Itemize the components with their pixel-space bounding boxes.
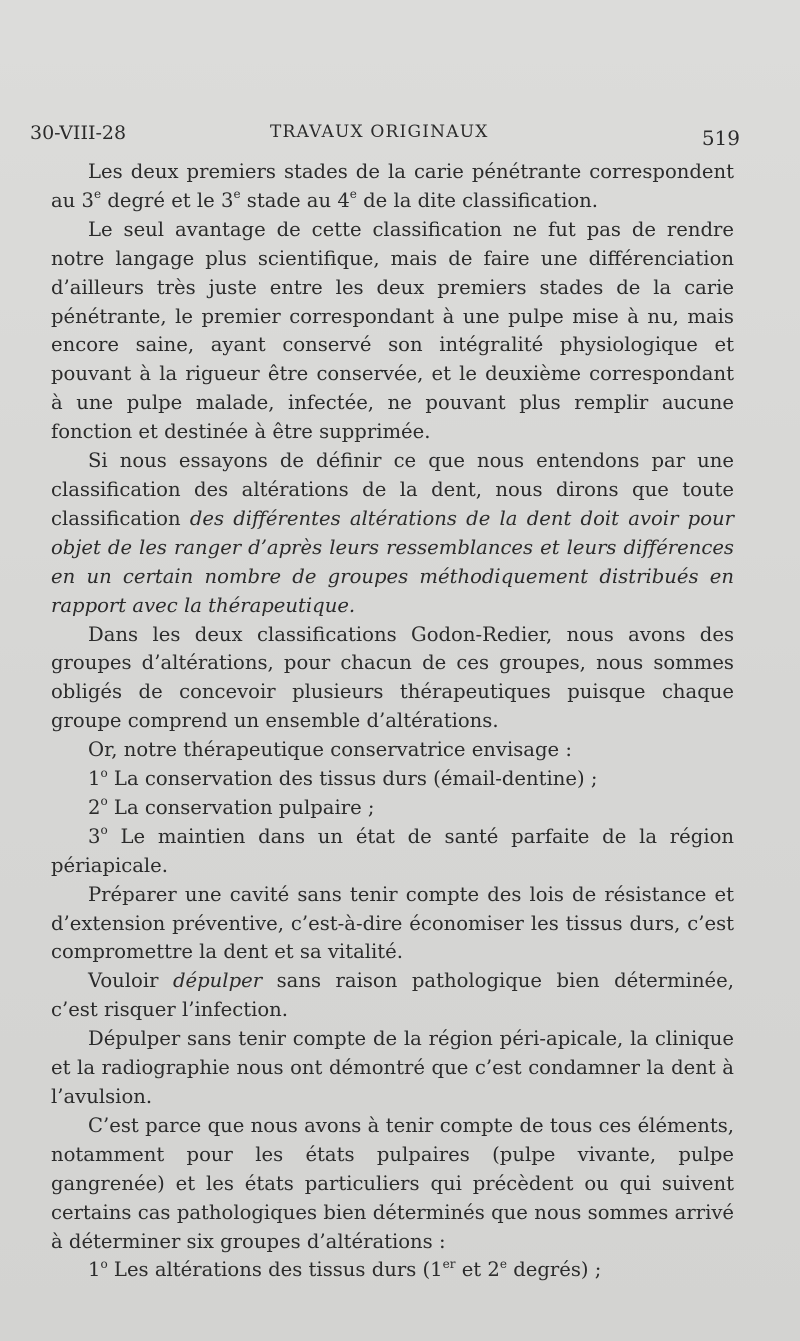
paragraph xyxy=(51,967,734,1025)
paragraph: Dépulper sans tenir compte de la région péri-apicale, la clinique et la radiographie nous ont démontré que c’est condamner la dent à l’avulsion. xyxy=(51,1027,734,1108)
paragraph: Or, notre thérapeutique conservatrice envisage : xyxy=(88,738,572,762)
paragraph: Dans les deux classifications Godon-Redier, nous avons des groupes d’altérations, pour chacun de ces groupes, nous sommes obligés de concevoir plusieurs thérapeutiques puisque chaque groupe comprend un ensemble d’altérations. xyxy=(51,622,734,733)
issue-date: 30-VIII-28 xyxy=(30,122,127,144)
paragraph: Préparer une cavité sans tenir compte des lois de résistance et d’extension préventive, c’est-à-dire économiser les tissus durs, c’est compromettre la dent et sa vitalité. xyxy=(51,882,734,964)
italic-term: dépulper xyxy=(173,969,263,993)
body-text xyxy=(51,158,734,1285)
paragraph: C’est parce que nous avons à tenir compte de tous ces éléments, notamment pour les états pulpaires (pulpe vivante, pulpe gangrenée) et les états particuliers qui précèdent ou qui suivent certains cas pathologiques bien déterminés que nous sommes arrivé à déterminer six groupes d’altérations : xyxy=(51,1113,734,1253)
paragraph-text: sans raison pathologique bien déterminée, c’est risquer l’infection. xyxy=(51,969,734,1022)
italic-definition: des différentes altérations de la dent doit avoir pour objet de les ranger d’après leurs ressemblances et leurs différences en un certain nombre de groupes méthodiquement distribués en rapport avec la thérapeutique. xyxy=(51,506,734,617)
paragraph: Les deux premiers stades de la carie pénétrante correspondent au 3e degré et le 3e stade au 4e de la dite classification. xyxy=(51,160,734,212)
page-number: 519 xyxy=(701,126,740,150)
running-header xyxy=(30,118,740,148)
paragraph-text: Si nous essayons de définir ce que nous entendons par une classification des altérations de la dent, nous dirons que toute classification xyxy=(51,449,734,530)
list-item: 1$^o$ Les altérations des tissus durs (1er et 2e degrés) ; xyxy=(88,1256,602,1282)
section-title: TRAVAUX ORIGINAUX xyxy=(270,122,489,142)
paragraph-text: Vouloir xyxy=(88,969,173,993)
list-item: 2$^o$ La conservation pulpaire ; xyxy=(88,794,375,819)
list-item: 3$^o$ Le maintien dans un état de santé parfaite de la région périapicale. xyxy=(51,823,734,877)
paragraph xyxy=(51,447,734,620)
list-item: 1$^o$ La conservation des tissus durs (émail-dentine) ; xyxy=(88,765,598,791)
paragraph: Le seul avantage de cette classification ne fut pas de rendre notre langage plus scientifique, mais de faire une différenciation d’ailleurs très juste entre les deux premiers stades de la carie pénétrante, le premier correspondant à une pulpe mise à nu, mais encore saine, ayant conservé son intégralité physiologique et pouvant à la rigueur être conservée, et le deuxième correspondant à une pulpe malade, infectée, ne pouvant plus remplir aucune fonction et destinée à être supprimée. xyxy=(51,217,734,444)
